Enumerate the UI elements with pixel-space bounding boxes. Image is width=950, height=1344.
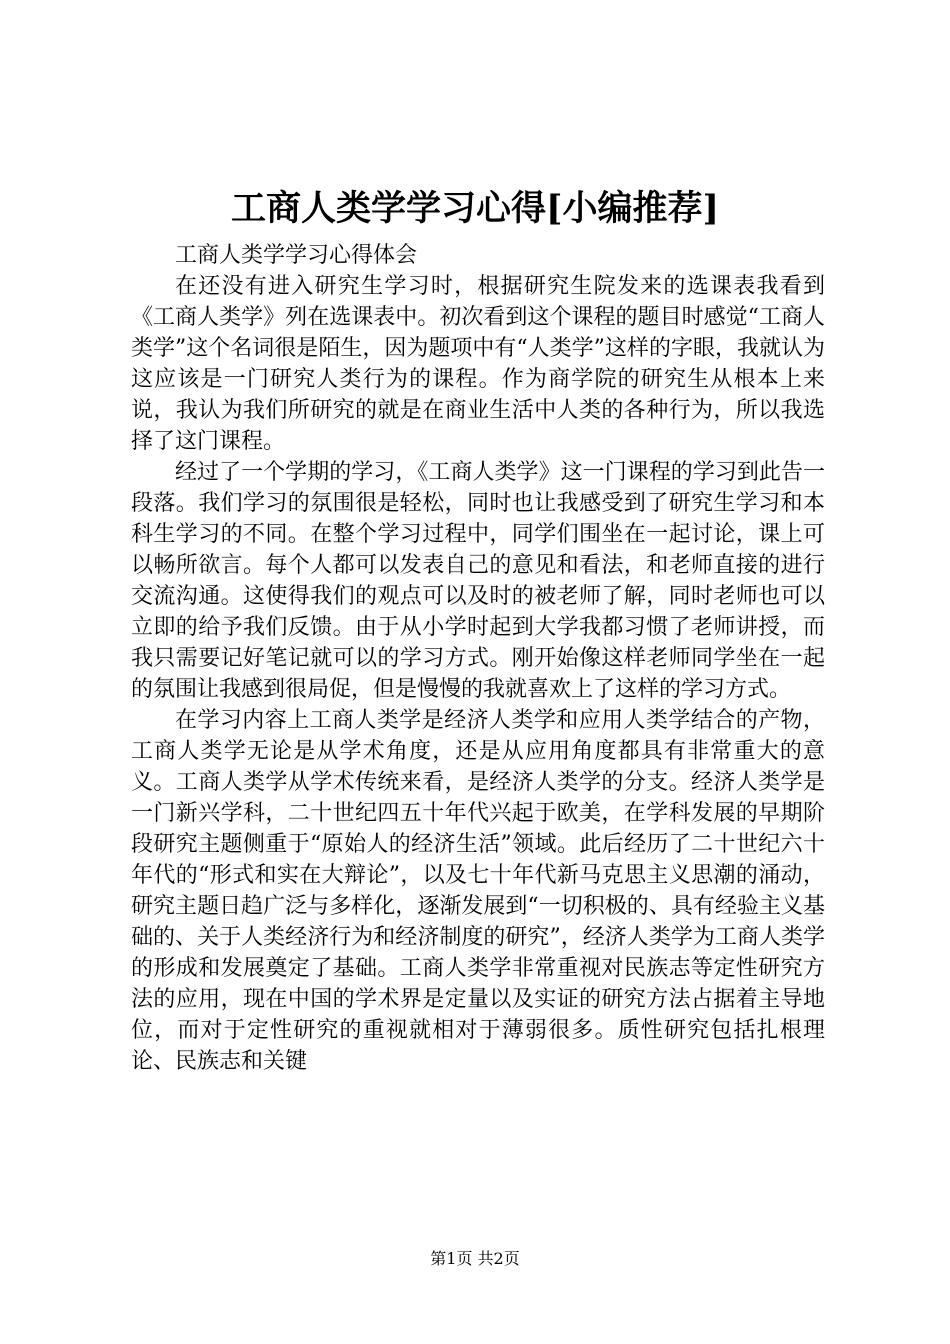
page-title: 工商人类学学习心得[小编推荐] xyxy=(230,188,720,229)
document-subtitle: 工商人类学学习心得体会 xyxy=(175,243,418,268)
paragraph-1: 在还没有进入研究生学习时，根据研究生院发来的选课表我看到《工商人类学》列在选课表中。初次看到这个课程的题目时感觉“工商人类学”这个名词很是陌生，因为题项中有“人类学”这样的字眼，我就认为这应该是一门研究人类行为的课程。作为商学院的研究生从根本上来说，我认为我们所研究的就是在商业生活中人类的各种行为，所以我选择了这门课程。 xyxy=(131,274,825,454)
paragraph-3: 在学习内容上工商人类学是经济人类学和应用人类学结合的产物，工商人类学无论是从学术角度，还是从应用角度都具有非常重大的意义。工商人类学从学术传统来看，是经济人类学的分支。经济人类学是一门新兴学科，二十世纪四五十年代兴起于欧美，在学科发展的早期阶段研究主题侧重于“原始人的经济生活”领域。此后经历了二十世纪六十年代的“形式和实在大辩论”，以及七十年代新马克思主义思潮的涌动，研究主题日趋广泛与多样化，逐渐发展到“一切积极的、具有经验主义基础的、关于人类经济行为和经济制度的研究”，经济人类学为工商人类学的形成和发展奠定了基础。工商人类学非常重视对民族志等定性研究方法的应用，现在中国的学术界是定量以及实证的研究方法占据着主导地位，而对于定性研究的重视就相对于薄弱很多。质性研究包括扎根理论、民族志和关键 xyxy=(131,708,825,1074)
paragraph-2: 经过了一个学期的学习，《工商人类学》这一门课程的学习到此告一段落。我们学习的氛围很是轻松，同时也让我感受到了研究生学习和本科生学习的不同。在整个学习过程中，同学们围坐在一起讨论，课上可以畅所欲言。每个人都可以发表自己的意见和看法，和老师直接的进行交流沟通。这使得我们的观点可以及时的被老师了解，同时老师也可以立即的给予我们反馈。由于从小学时起到大学我都习惯了老师讲授，而我只需要记好笔记就可以的学习方式。刚开始像这样老师同学坐在一起的氛围让我感到很局促，但是慢慢的我就喜欢上了这样的学习方式。 xyxy=(131,460,825,702)
document-body xyxy=(131,240,825,1077)
page-number-footer: 第1页 共2页 xyxy=(430,1249,520,1268)
